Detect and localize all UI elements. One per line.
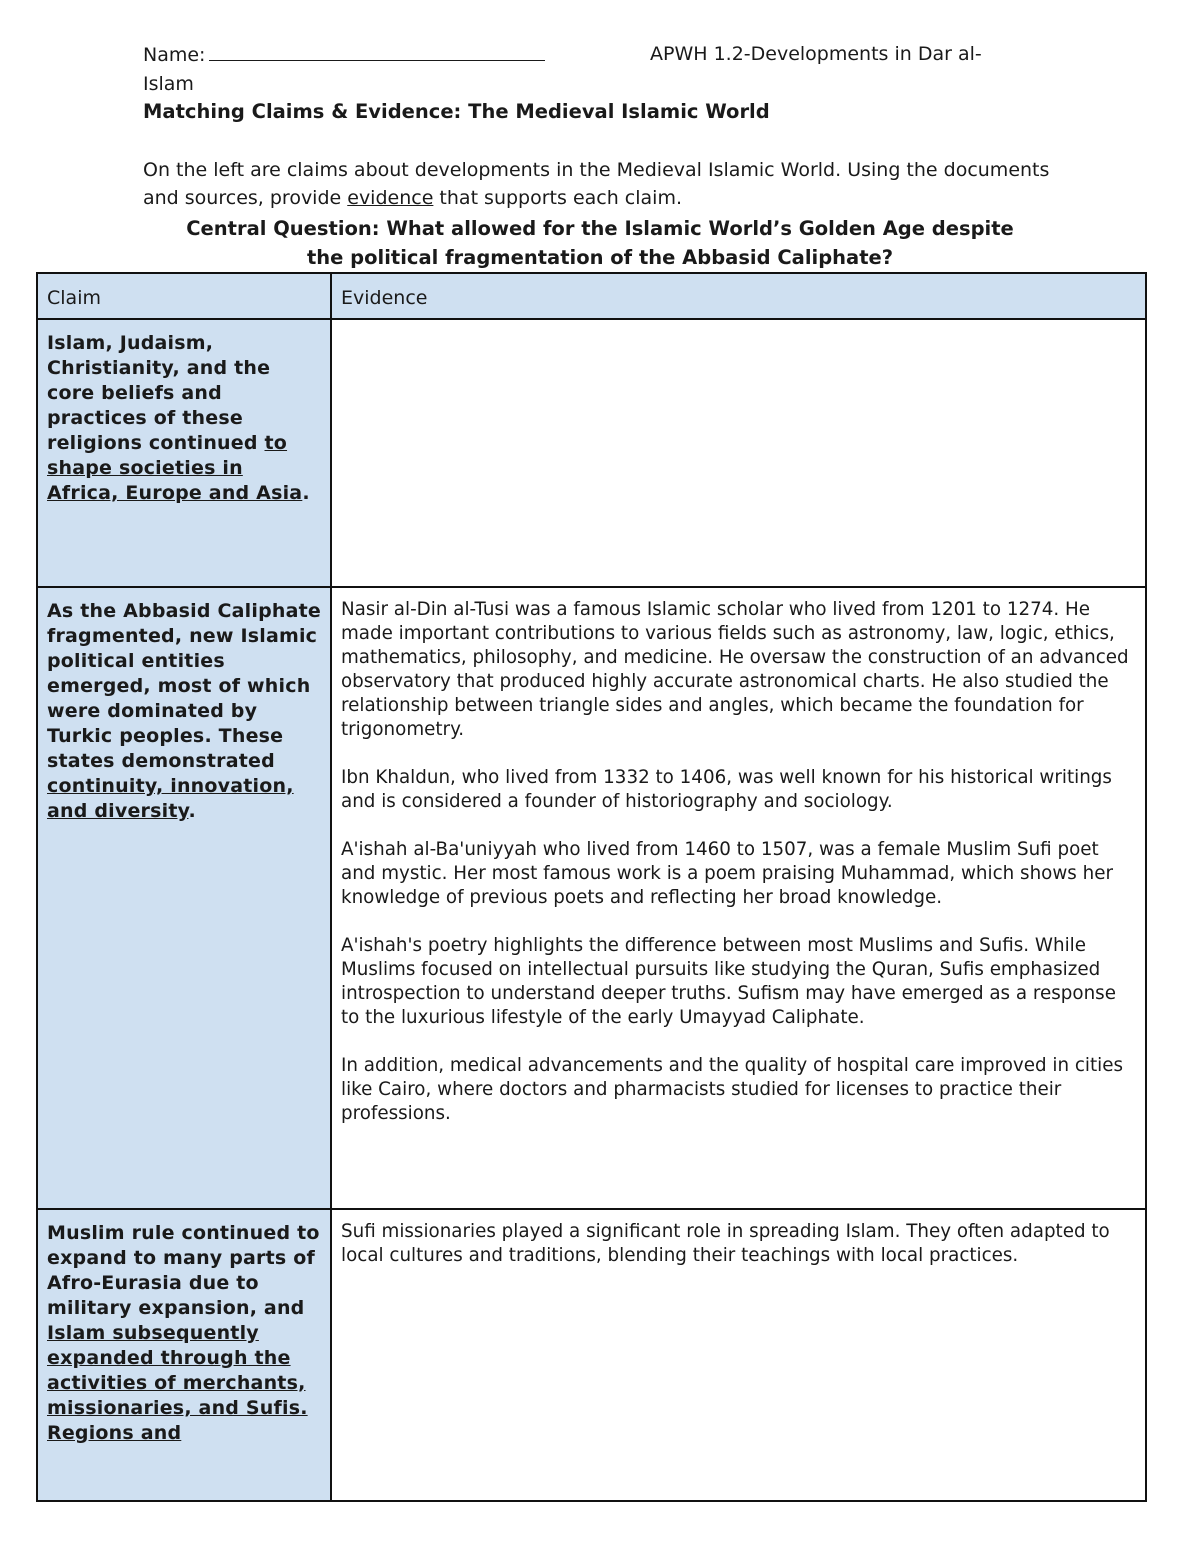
- evidence-paragraph: A'ishah al-Ba'uniyyah who lived from 1460 to 1507, was a female Muslim Sufi poet and mystic. Her most famous work is a poem praising Muhammad, which shows her knowledge of previous poets and reflecting her broad knowledge.: [341, 839, 1113, 908]
- evidence-cell[interactable]: [331, 1209, 1146, 1501]
- table-row: [37, 319, 1146, 587]
- central-question: [100, 214, 1100, 272]
- table-row: [37, 1209, 1146, 1501]
- name-field: [143, 40, 545, 69]
- central-question-line1: Central Question: What allowed for the Islamic World’s Golden Age despite: [186, 217, 1014, 240]
- evidence-paragraph: A'ishah's poetry highlights the difference between most Muslims and Sufis. While Muslims focused on intellectual pursuits like studying the Quran, Sufis emphasized introspection to understand deeper truths. Sufism may have emerged as a response to the luxurious lifestyle of the early Umayyad Caliphate.: [341, 935, 1116, 1028]
- evidence-paragraph: Sufi missionaries played a significant role in spreading Islam. They often adapted to local cultures and traditions, blending their teachings with local practices.: [341, 1221, 1110, 1266]
- evidence-text: [332, 588, 1145, 1126]
- claim-cell: [37, 319, 331, 587]
- claim-cell: [37, 1209, 331, 1501]
- evidence-cell[interactable]: [331, 319, 1146, 587]
- claim-text: Islam, Judaism, Christianity, and the core beliefs and practices of these religions continued to shape societies in Africa, Europe and Asia.: [47, 332, 310, 504]
- table-row: [37, 587, 1146, 1209]
- course-title: APWH 1.2-Developments in Dar al-: [650, 43, 982, 65]
- evidence-paragraph: In addition, medical advancements and the quality of hospital care improved in cities like Cairo, where doctors and pharmacists studied for licenses to practice their professions.: [341, 1055, 1124, 1124]
- claim-header: Claim: [37, 273, 331, 319]
- claims-evidence-table: [36, 272, 1147, 1502]
- course-title-continued: Islam: [143, 73, 194, 95]
- instructions: [143, 156, 1063, 212]
- evidence-paragraph: Ibn Khaldun, who lived from 1332 to 1406, was well known for his historical writings and is considered a founder of historiography and sociology.: [341, 767, 1112, 812]
- name-blank-line: [209, 40, 545, 61]
- claim-text: As the Abbasid Caliphate fragmented, new Islamic political entities emerged, most of which were dominated by Turkic peoples. These states demonstrated continuity, innovation, and diversity.: [47, 600, 322, 822]
- evidence-header: Evidence: [331, 273, 1146, 319]
- claim-cell: [37, 587, 331, 1209]
- evidence-text: [332, 1210, 1145, 1268]
- evidence-paragraph: Nasir al-Din al-Tusi was a famous Islamic scholar who lived from 1201 to 1274. He made important contributions to various fields such as astronomy, law, logic, ethics, mathematics, philosophy, and medicine. He oversaw the construction of an advanced observatory that produced highly accurate astronomical charts. He also studied the relationship between triangle sides and angles, which became the foundation for trigonometry.: [341, 599, 1129, 740]
- instructions-text-end: that supports each claim.: [433, 187, 682, 209]
- central-question-line2: the political fragmentation of the Abbasid Caliphate?: [306, 246, 894, 269]
- table-header-row: [37, 273, 1146, 319]
- instructions-text: On the left are claims about developments in the Medieval Islamic World. Using the documents and sources, provide: [143, 159, 1050, 209]
- name-label: Name:: [143, 44, 206, 66]
- instructions-emphasis: evidence: [347, 187, 434, 209]
- evidence-cell[interactable]: [331, 587, 1146, 1209]
- worksheet-title: Matching Claims & Evidence: The Medieval Islamic World: [143, 100, 770, 123]
- claim-text: Muslim rule continued to expand to many parts of Afro-Eurasia due to military expansion, and Islam subsequently expanded through the activities of merchants, missionaries, and Sufis. Regions and: [47, 1222, 320, 1444]
